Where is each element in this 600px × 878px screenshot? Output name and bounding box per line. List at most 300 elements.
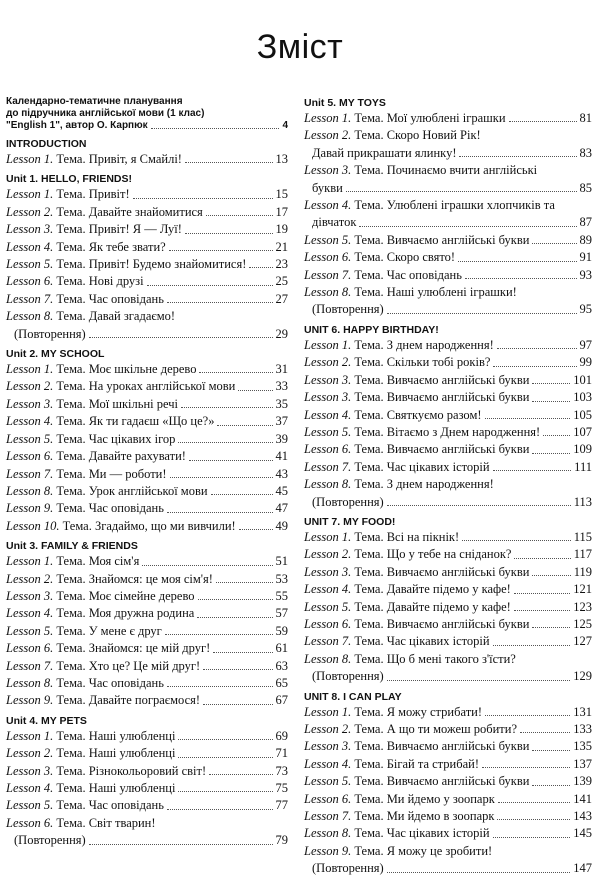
lesson-label: Lesson 8. <box>6 675 54 690</box>
page-number: 85 <box>579 180 592 195</box>
toc-entry[interactable] <box>304 599 592 616</box>
toc-entry[interactable] <box>304 843 592 860</box>
dot-leader <box>387 313 577 314</box>
lesson-topic: Тема. Давайте підемо у кафе! <box>354 582 511 597</box>
page-number: 65 <box>275 675 288 690</box>
lesson-label: Lesson 8. <box>304 477 352 492</box>
entry-text <box>6 815 156 832</box>
page-number: 117 <box>573 547 592 562</box>
page-number: 127 <box>573 634 592 649</box>
lesson-label: Lesson 2. <box>6 746 54 761</box>
toc-entry[interactable] <box>6 256 288 273</box>
lesson-label: Lesson 8. <box>304 826 352 841</box>
lesson-label: Lesson 6. <box>304 616 352 631</box>
entry-text <box>6 291 164 308</box>
toc-entry[interactable] <box>304 633 592 650</box>
lesson-topic: Тема. Давайте знайомитися <box>56 204 203 219</box>
unit-heading: UNIT 7. MY FOOD! <box>304 515 396 528</box>
lesson-label: Lesson 3. <box>6 763 54 778</box>
dot-leader <box>493 645 571 646</box>
toc-entry[interactable] <box>304 581 592 598</box>
lesson-topic: Тема. Привіт! <box>56 187 130 202</box>
lesson-topic: Тема. Ми йдемо у зоопарк <box>354 791 495 806</box>
toc-entry[interactable] <box>6 186 288 203</box>
entry-text <box>304 564 529 581</box>
page-number: 113 <box>573 494 592 509</box>
lesson-label: Lesson 3. <box>304 739 352 754</box>
dot-leader <box>198 599 273 600</box>
lesson-label: Lesson 9. <box>6 693 54 708</box>
lesson-topic: Тема. Ми — роботи! <box>56 466 167 481</box>
lesson-topic: Тема. У мене є друг <box>56 623 162 638</box>
lesson-topic: Тема. Наші улюблені іграшки! <box>354 285 517 300</box>
toc-entry[interactable] <box>304 756 592 773</box>
dot-leader <box>514 610 570 611</box>
lesson-topic-cont: (Повторення) <box>312 669 384 684</box>
lesson-label: Lesson 4. <box>304 582 352 597</box>
toc-entry[interactable] <box>304 162 592 179</box>
toc-entry[interactable] <box>6 361 288 378</box>
entry-text <box>304 808 494 825</box>
entry-text <box>6 273 144 290</box>
page-number: 79 <box>275 833 288 848</box>
dot-leader <box>211 494 273 495</box>
lesson-label: Lesson 2. <box>304 355 352 370</box>
lesson-topic-cont: (Повторення) <box>312 861 384 876</box>
entry-text <box>6 256 246 273</box>
dot-leader <box>206 215 273 216</box>
toc-entry[interactable] <box>6 273 288 290</box>
page-number: 31 <box>275 362 288 377</box>
lesson-topic: Тема. З днем народження! <box>354 337 494 352</box>
dot-leader <box>543 435 570 436</box>
dot-leader <box>165 634 273 635</box>
lesson-topic-cont: дівчаток <box>312 215 357 230</box>
dot-leader <box>387 872 571 873</box>
lesson-topic: Тема. Бігай та стрибай! <box>354 756 479 771</box>
toc-entry[interactable] <box>6 640 288 657</box>
toc-entry[interactable] <box>6 553 288 570</box>
toc-left-column <box>6 96 288 850</box>
page-number: 137 <box>573 756 592 771</box>
toc-entry[interactable] <box>6 797 288 814</box>
toc-right-column <box>304 96 592 878</box>
toc-entry[interactable] <box>6 221 288 238</box>
entry-text <box>6 413 214 430</box>
toc-entry[interactable] <box>304 284 592 301</box>
lesson-label: Lesson 4. <box>6 606 54 621</box>
entry-text <box>304 441 529 458</box>
lesson-label: Lesson 1. <box>304 337 352 352</box>
entry-text <box>304 546 511 563</box>
toc-entry[interactable] <box>304 738 592 755</box>
dot-leader <box>147 285 273 286</box>
dot-leader <box>509 121 577 122</box>
page-number: 81 <box>579 111 592 125</box>
lesson-label: Lesson 1. <box>6 152 54 166</box>
dot-leader <box>532 785 570 786</box>
lesson-topic: Тема. Скільки тобі років? <box>354 355 491 370</box>
toc-entry[interactable] <box>6 448 288 465</box>
lesson-label: Lesson 6. <box>6 449 54 464</box>
lesson-label: Lesson 2. <box>6 379 54 394</box>
dot-leader <box>189 460 273 461</box>
toc-entry[interactable] <box>6 605 288 622</box>
dot-leader <box>178 757 272 758</box>
entry-text <box>304 843 492 860</box>
lesson-topic: Тема. Час цікавих ігор <box>56 431 176 446</box>
toc-entry[interactable] <box>304 459 592 476</box>
lesson-topic: Тема. Моє шкільне дерево <box>56 362 197 377</box>
lesson-topic: Тема. Мої шкільні речі <box>56 396 178 411</box>
dot-leader <box>498 802 570 803</box>
page-number: 55 <box>275 588 288 603</box>
toc-entry[interactable] <box>304 337 592 354</box>
toc-entry[interactable] <box>6 588 288 605</box>
toc-entry-continuation[interactable] <box>304 214 592 231</box>
toc-entry[interactable] <box>304 791 592 808</box>
entry-text <box>6 745 175 762</box>
lesson-label: Lesson 6. <box>6 641 54 656</box>
intro-page: 4 <box>282 120 288 131</box>
lesson-topic-cont: Давай прикрашати ялинку! <box>312 145 457 160</box>
page-number: 29 <box>275 326 288 341</box>
toc-entry[interactable] <box>6 518 288 535</box>
lesson-topic: Тема. Давайте підемо у кафе! <box>354 599 511 614</box>
lesson-label: Lesson 7. <box>304 809 352 824</box>
page-title: Зміст <box>256 28 344 66</box>
toc-entry[interactable] <box>304 616 592 633</box>
toc-entry[interactable] <box>6 675 288 692</box>
page-number: 39 <box>275 431 288 446</box>
lesson-topic: Тема. Час цікавих історій <box>354 459 490 474</box>
toc-entry[interactable] <box>6 763 288 780</box>
entry-text <box>6 571 213 588</box>
page-number: 23 <box>275 257 288 272</box>
page-number: 63 <box>275 658 288 673</box>
lesson-label: Lesson 6. <box>304 250 352 265</box>
entry-text <box>304 616 529 633</box>
toc-entry[interactable] <box>6 780 288 797</box>
page-number: 87 <box>579 215 592 230</box>
lesson-label: Lesson 7. <box>304 267 352 282</box>
toc-entry[interactable] <box>6 431 288 448</box>
dot-leader <box>181 407 273 408</box>
lesson-label: Lesson 8. <box>6 483 54 498</box>
entry-text <box>304 704 482 721</box>
entry-text <box>304 459 490 476</box>
toc-entry[interactable] <box>6 239 288 256</box>
lesson-topic: Тема. Час оповідань <box>56 675 164 690</box>
dot-leader <box>167 512 273 513</box>
toc-entry[interactable] <box>304 529 592 546</box>
page-number: 115 <box>573 529 592 544</box>
page-number: 143 <box>573 809 592 824</box>
toc-entry[interactable] <box>6 500 288 517</box>
lesson-topic: Тема. Згадаймо, що ми вивчили! <box>62 518 236 533</box>
toc-entry[interactable] <box>6 378 288 395</box>
page-number: 135 <box>573 739 592 754</box>
lesson-label: Lesson 4. <box>6 239 54 254</box>
toc-entry[interactable] <box>304 127 592 144</box>
toc-entry[interactable] <box>6 413 288 430</box>
entry-text <box>304 633 490 650</box>
toc-entry[interactable] <box>304 441 592 458</box>
entry-text <box>304 284 517 301</box>
toc-entry[interactable] <box>304 651 592 668</box>
lesson-topic: Тема. Моя дружна родина <box>56 606 195 621</box>
entry-text <box>304 407 482 424</box>
page-number: 35 <box>275 396 288 411</box>
lesson-topic: Тема. Що у тебе на сніданок? <box>354 547 512 562</box>
entry-text <box>304 354 490 371</box>
lesson-topic: Тема. Мої улюблені іграшки <box>354 111 506 125</box>
toc-entry[interactable] <box>304 372 592 389</box>
entry-text <box>6 396 178 413</box>
intro-line: до підручника англійської мови (1 клас) <box>6 108 205 119</box>
lesson-topic: Тема. Всі на пікнік! <box>354 529 460 544</box>
lesson-label: Lesson 2. <box>6 571 54 586</box>
entry-text <box>304 267 462 284</box>
dot-leader <box>213 652 272 653</box>
lesson-label: Lesson 3. <box>6 396 54 411</box>
entry-text <box>6 623 162 640</box>
lesson-label: Lesson 3. <box>304 390 352 405</box>
page-number: 69 <box>275 728 288 743</box>
lesson-label: Lesson 7. <box>6 466 54 481</box>
entry-text <box>6 151 182 168</box>
page-number: 17 <box>275 204 288 219</box>
page-number: 19 <box>275 222 288 237</box>
dot-leader <box>185 162 273 163</box>
entry-text <box>304 232 529 249</box>
toc-entry[interactable] <box>6 466 288 483</box>
page-number: 59 <box>275 623 288 638</box>
toc-entry[interactable] <box>304 564 592 581</box>
page-number: 41 <box>275 449 288 464</box>
lesson-topic: Тема. Час цікавих історій <box>354 634 490 649</box>
toc-entry-continuation[interactable] <box>304 494 592 511</box>
lesson-topic-cont: (Повторення) <box>312 494 384 509</box>
entry-text <box>304 599 511 616</box>
dot-leader <box>465 278 577 279</box>
toc-entry[interactable] <box>304 197 592 214</box>
toc-entry[interactable] <box>304 825 592 842</box>
toc-entry[interactable] <box>6 745 288 762</box>
toc-entry[interactable] <box>304 476 592 493</box>
entry-text <box>6 658 200 675</box>
entry-text <box>6 553 139 570</box>
lesson-topic-cont: (Повторення) <box>14 326 86 341</box>
toc-entry[interactable] <box>304 546 592 563</box>
page-number: 99 <box>579 355 592 370</box>
toc-entry[interactable] <box>304 249 592 266</box>
unit-heading: INTRODUCTION <box>6 138 87 150</box>
toc-entry-continuation[interactable] <box>304 145 592 162</box>
toc-entry[interactable] <box>304 232 592 249</box>
toc-entry[interactable] <box>6 291 288 308</box>
entry-text <box>6 728 175 745</box>
unit-heading: UNIT 6. HAPPY BIRTHDAY! <box>304 323 439 336</box>
entry-text <box>6 763 206 780</box>
lesson-label: Lesson 3. <box>304 163 352 178</box>
intro-entry[interactable] <box>6 120 288 132</box>
dot-leader <box>387 505 571 506</box>
toc-entry-continuation[interactable] <box>304 301 592 318</box>
entry-text <box>6 605 194 622</box>
intro-last-line: "English 1", автор О. Карпюк <box>6 120 148 131</box>
lesson-label: Lesson 1. <box>6 187 54 202</box>
toc-entry-continuation[interactable] <box>6 326 288 343</box>
toc-entry[interactable] <box>6 396 288 413</box>
dot-leader <box>239 529 273 530</box>
dot-leader <box>89 337 273 338</box>
lesson-topic: Тема. Я можу це зробити! <box>354 843 493 858</box>
page-number: 93 <box>579 267 592 282</box>
entry-text <box>6 448 186 465</box>
page-number: 147 <box>573 861 592 876</box>
page-number: 77 <box>275 798 288 813</box>
toc-entry[interactable] <box>6 204 288 221</box>
toc-entry[interactable] <box>304 424 592 441</box>
entry-text <box>304 529 459 546</box>
lesson-label: Lesson 3. <box>6 222 54 237</box>
page-number: 103 <box>573 390 592 405</box>
dot-leader <box>169 250 273 251</box>
entry-text <box>6 308 175 325</box>
toc-entry[interactable] <box>6 308 288 325</box>
toc-entry-continuation[interactable] <box>304 860 592 877</box>
lesson-topic: Тема. Привіт! Будемо знайомитися! <box>56 257 247 272</box>
toc-entry[interactable] <box>304 267 592 284</box>
toc-entry-continuation[interactable] <box>6 832 288 849</box>
lesson-label: Lesson 1. <box>6 362 54 377</box>
lesson-topic: Тема. Вивчаємо англійські букви <box>354 739 530 754</box>
lesson-topic: Тема. Нові друзі <box>56 274 144 289</box>
dot-leader <box>532 453 570 454</box>
page-number: 107 <box>573 424 592 439</box>
toc-entry[interactable] <box>6 692 288 709</box>
toc-entry[interactable] <box>6 658 288 675</box>
dot-leader <box>387 680 571 681</box>
entry-text <box>6 588 195 605</box>
entry-text <box>6 780 175 797</box>
unit-heading: Unit 5. MY TOYS <box>304 97 386 109</box>
toc-entry[interactable] <box>304 110 592 127</box>
dot-leader <box>532 575 570 576</box>
dot-leader <box>514 558 570 559</box>
toc-entry[interactable] <box>304 773 592 790</box>
lesson-topic: Тема. А що ти можеш робити? <box>354 722 517 736</box>
toc-entry[interactable] <box>6 728 288 745</box>
page-number: 45 <box>275 483 288 498</box>
toc-entry[interactable] <box>304 389 592 406</box>
toc-entry[interactable] <box>6 815 288 832</box>
dot-leader <box>178 791 272 792</box>
lesson-label: Lesson 8. <box>6 309 54 324</box>
lesson-label: Lesson 6. <box>6 815 54 830</box>
page-number: 109 <box>573 442 592 457</box>
entry-text <box>6 500 164 517</box>
toc-entry-continuation[interactable] <box>304 668 592 685</box>
toc-entry[interactable] <box>6 623 288 640</box>
lesson-label: Lesson 2. <box>304 128 352 143</box>
toc-entry[interactable] <box>6 483 288 500</box>
dot-leader <box>532 383 570 384</box>
lesson-topic: Тема. Що б мені такого з'їсти? <box>354 651 516 666</box>
toc-entry[interactable] <box>6 571 288 588</box>
lesson-topic: Тема. Привіт! Я — Луї! <box>56 222 182 237</box>
dot-leader <box>462 540 571 541</box>
page-number: 27 <box>275 291 288 306</box>
lesson-label: Lesson 7. <box>6 291 54 306</box>
page-number: 121 <box>573 582 592 597</box>
lesson-label: Lesson 2. <box>304 547 352 562</box>
dot-leader <box>346 191 577 192</box>
lesson-topic: Тема. Вітаємо з Днем народження! <box>354 424 541 439</box>
entry-text <box>304 110 506 127</box>
lesson-label: Lesson 7. <box>6 658 54 673</box>
lesson-topic: Тема. Ми йдемо в зоопарк <box>354 809 495 824</box>
dot-leader <box>133 198 273 199</box>
page-number: 125 <box>573 616 592 631</box>
entry-text <box>6 239 166 256</box>
page-number: 89 <box>579 232 592 247</box>
toc-entry[interactable] <box>304 704 592 721</box>
page-number: 83 <box>579 145 592 160</box>
toc-entry[interactable] <box>304 808 592 825</box>
page-number: 141 <box>573 791 592 806</box>
lesson-label: Lesson 2. <box>6 204 54 219</box>
lesson-topic: Тема. Знайомся: це моя сім'я! <box>56 571 213 586</box>
entry-text <box>304 738 529 755</box>
lesson-topic: Тема. Різнокольоровий світ! <box>56 763 207 778</box>
lesson-label: Lesson 5. <box>6 257 54 272</box>
toc-entry[interactable] <box>304 407 592 424</box>
page-number: 49 <box>275 518 288 533</box>
lesson-topic: Тема. Вивчаємо англійські букви <box>354 774 530 789</box>
unit-heading: Unit 1. HELLO, FRIENDS! <box>6 173 132 186</box>
toc-entry[interactable] <box>304 721 592 738</box>
page-number: 13 <box>275 152 288 166</box>
toc-entry[interactable] <box>304 354 592 371</box>
page-number: 111 <box>574 459 592 474</box>
page-number: 47 <box>275 501 288 516</box>
dot-leader <box>185 233 273 234</box>
lesson-label: Lesson 5. <box>6 623 54 638</box>
dot-leader <box>493 837 571 838</box>
dot-leader <box>170 477 273 478</box>
toc-entry[interactable] <box>6 151 288 168</box>
lesson-topic: Тема. Вивчаємо англійські букви <box>354 372 530 387</box>
entry-text <box>304 372 529 389</box>
dot-leader <box>485 418 571 419</box>
page-number: 73 <box>275 763 288 778</box>
right-sections <box>304 96 592 878</box>
lesson-topic: Тема. Вивчаємо англійські букви <box>354 390 530 405</box>
dot-leader <box>167 809 273 810</box>
toc-entry-continuation[interactable] <box>304 180 592 197</box>
dot-leader <box>497 819 570 820</box>
entry-text <box>304 249 455 266</box>
page-number: 75 <box>275 781 288 795</box>
dot-leader <box>359 226 576 227</box>
page-number: 97 <box>579 337 592 352</box>
page-number: 43 <box>275 466 288 481</box>
page-number: 37 <box>275 414 288 429</box>
dot-leader <box>514 593 570 594</box>
dot-leader <box>178 739 272 740</box>
